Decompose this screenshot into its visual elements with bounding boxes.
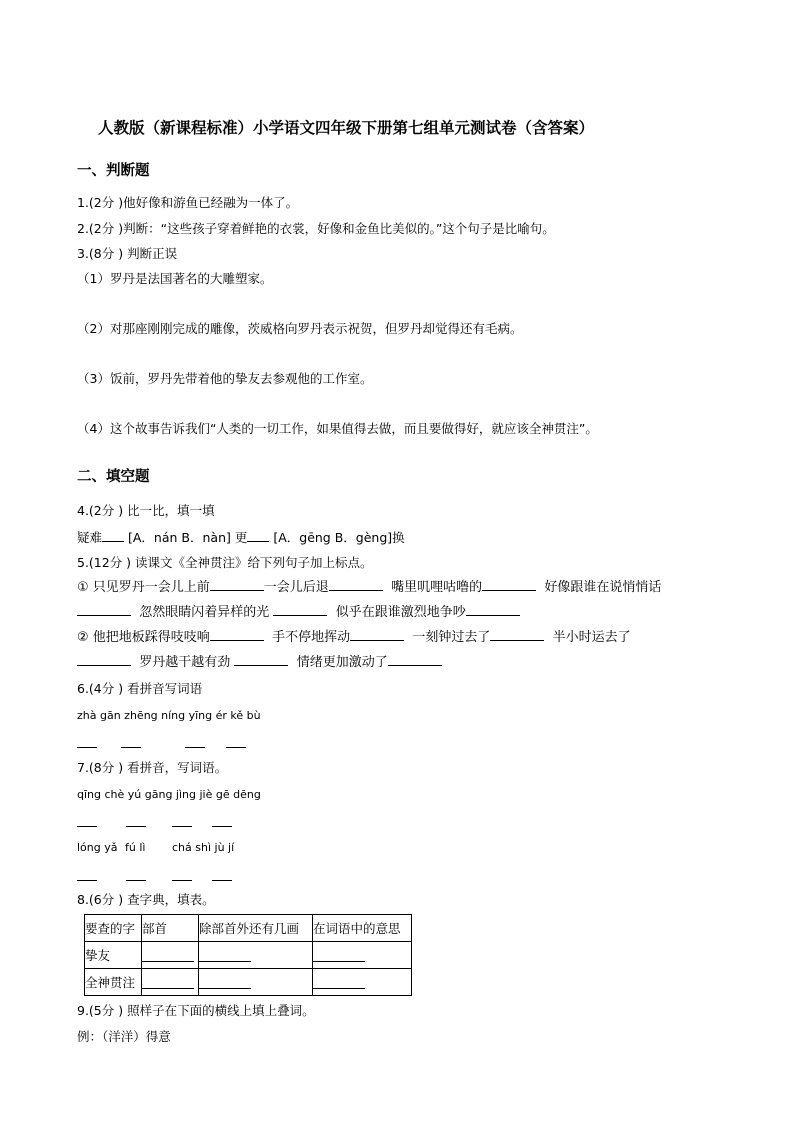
q5-phrase: 罗丹越干越有劲 bbox=[139, 655, 231, 670]
question-4-stem: 4.(2分 ) 比一比，填一填 bbox=[77, 503, 215, 518]
q5-phrase: ① 只见罗丹一会儿上前 bbox=[77, 580, 210, 595]
answer-line[interactable] bbox=[172, 880, 192, 881]
q5-phrase: 半小时运去了 bbox=[552, 630, 631, 645]
q5-phrase: 一会儿后退 bbox=[263, 580, 329, 595]
dictionary-table bbox=[84, 914, 412, 996]
question-7-pinyin-2c: chá shì jù jí bbox=[172, 841, 235, 854]
table-cell[interactable] bbox=[142, 969, 199, 996]
section-heading-judge: 一、判断题 bbox=[77, 163, 150, 179]
answer-blank[interactable] bbox=[247, 540, 269, 542]
answer-line[interactable] bbox=[172, 826, 192, 827]
question-9-example: 例：（洋洋）得意 bbox=[77, 1029, 171, 1044]
q5-phrase: 好像跟谁在说悄悄话 bbox=[544, 580, 662, 595]
question-3-item-2: （2）对那座刚刚完成的雕像，茨威格向罗丹表示祝贺，但罗丹却觉得还有毛病。 bbox=[77, 321, 523, 336]
punctuation-blank[interactable] bbox=[490, 639, 544, 641]
table-row bbox=[85, 942, 412, 969]
punctuation-blank[interactable] bbox=[273, 614, 327, 616]
table-cell[interactable] bbox=[199, 942, 313, 969]
q5-phrase: 情绪更加激动了 bbox=[296, 655, 388, 670]
punctuation-blank[interactable] bbox=[466, 614, 520, 616]
answer-line[interactable] bbox=[126, 880, 146, 881]
table-cell: 挚友 bbox=[85, 942, 142, 969]
punctuation-blank[interactable] bbox=[234, 664, 288, 666]
question-5-line-1 bbox=[77, 580, 661, 596]
question-3-item-1: （1）罗丹是法国著名的大雕塑家。 bbox=[77, 271, 273, 286]
table-header: 除部首外还有几画 bbox=[199, 915, 313, 942]
answer-line[interactable] bbox=[226, 747, 246, 748]
answer-line[interactable] bbox=[185, 747, 205, 748]
question-7-pinyin-1: qīng chè yú gāng jìng jiè gē dēng bbox=[77, 788, 261, 801]
q4-options-1: [A．nán B．nàn] 更 bbox=[128, 530, 248, 545]
table-header: 在词语中的意思 bbox=[313, 915, 412, 942]
table-cell[interactable] bbox=[313, 942, 412, 969]
question-7-pinyin-2b: fú lì bbox=[125, 841, 146, 854]
answer-line[interactable] bbox=[77, 747, 97, 748]
q5-phrase: 似乎在跟谁激烈地争吵 bbox=[335, 605, 466, 620]
table-cell[interactable] bbox=[199, 969, 313, 996]
q4-word-1: 疑难 bbox=[77, 530, 103, 545]
question-5-stem: 5.(12分 ) 读课文《全神贯注》给下列句子加上标点。 bbox=[77, 555, 373, 570]
q5-phrase: ② 他把地板踩得吱吱响 bbox=[77, 630, 210, 645]
question-3-stem: 3.(8分 ) 判断正误 bbox=[77, 246, 178, 261]
punctuation-blank[interactable] bbox=[77, 664, 131, 666]
punctuation-blank[interactable] bbox=[77, 614, 131, 616]
answer-line[interactable] bbox=[212, 880, 232, 881]
table-header: 部首 bbox=[142, 915, 199, 942]
punctuation-blank[interactable] bbox=[388, 664, 442, 666]
question-6-stem: 6.(4分 ) 看拼音写词语 bbox=[77, 681, 203, 696]
answer-line[interactable] bbox=[77, 826, 97, 827]
question-1: 1.(2分 )他好像和游鱼已经融为一体了。 bbox=[77, 195, 299, 210]
question-5-line-4 bbox=[77, 655, 442, 671]
table-cell[interactable] bbox=[142, 942, 199, 969]
question-7-pinyin-2a: lóng yǎ bbox=[77, 841, 118, 854]
answer-line[interactable] bbox=[126, 826, 146, 827]
table-cell[interactable] bbox=[313, 969, 412, 996]
table-header: 要查的字 bbox=[85, 915, 142, 942]
answer-line[interactable] bbox=[77, 880, 97, 881]
question-3-item-3: （3）饭前，罗丹先带着他的挚友去参观他的工作室。 bbox=[77, 371, 373, 386]
table-header-row bbox=[85, 915, 412, 942]
q5-phrase: 手不停地挥动 bbox=[272, 630, 351, 645]
page-title: 人教版（新课程标准）小学语文四年级下册第七组单元测试卷（含答案） bbox=[98, 119, 595, 137]
punctuation-blank[interactable] bbox=[482, 589, 536, 591]
question-4-body bbox=[77, 530, 405, 546]
question-3-item-4: （4）这个故事告诉我们“人类的一切工作，如果值得去做，而且要做得好，就应该全神贯注”。 bbox=[77, 421, 598, 436]
punctuation-blank[interactable] bbox=[210, 639, 264, 641]
table-cell: 全神贯注 bbox=[85, 969, 142, 996]
question-7-stem: 7.(8分 ) 看拼音，写词语。 bbox=[77, 760, 228, 775]
question-9-stem: 9.(5分 ) 照样子在下面的横线上填上叠词。 bbox=[77, 1003, 315, 1018]
table-row bbox=[85, 969, 412, 996]
answer-blank[interactable] bbox=[102, 540, 124, 542]
question-5-line-2 bbox=[77, 605, 520, 621]
q5-phrase: 嘴里叽哩咕噜的 bbox=[391, 580, 483, 595]
punctuation-blank[interactable] bbox=[210, 589, 264, 591]
q5-phrase: 忽然眼睛闪着异样的光 bbox=[139, 605, 270, 620]
q5-phrase: 一刻钟过去了 bbox=[412, 630, 491, 645]
answer-line[interactable] bbox=[212, 826, 232, 827]
punctuation-blank[interactable] bbox=[329, 589, 383, 591]
punctuation-blank[interactable] bbox=[350, 639, 404, 641]
answer-line[interactable] bbox=[121, 747, 141, 748]
section-heading-fill: 二、填空题 bbox=[77, 469, 150, 485]
question-8-stem: 8.(6分 ) 查字典，填表。 bbox=[77, 892, 215, 907]
question-6-pinyin: zhà gān zhēng níng yīng ér kě bù bbox=[77, 709, 261, 722]
question-2: 2.(2分 )判断：“这些孩子穿着鲜艳的衣裳，好像和金鱼比美似的。”这个句子是比喻句。 bbox=[77, 221, 555, 236]
q4-options-2: [A．gēng B．gèng]换 bbox=[273, 530, 405, 545]
question-5-line-3 bbox=[77, 630, 631, 646]
